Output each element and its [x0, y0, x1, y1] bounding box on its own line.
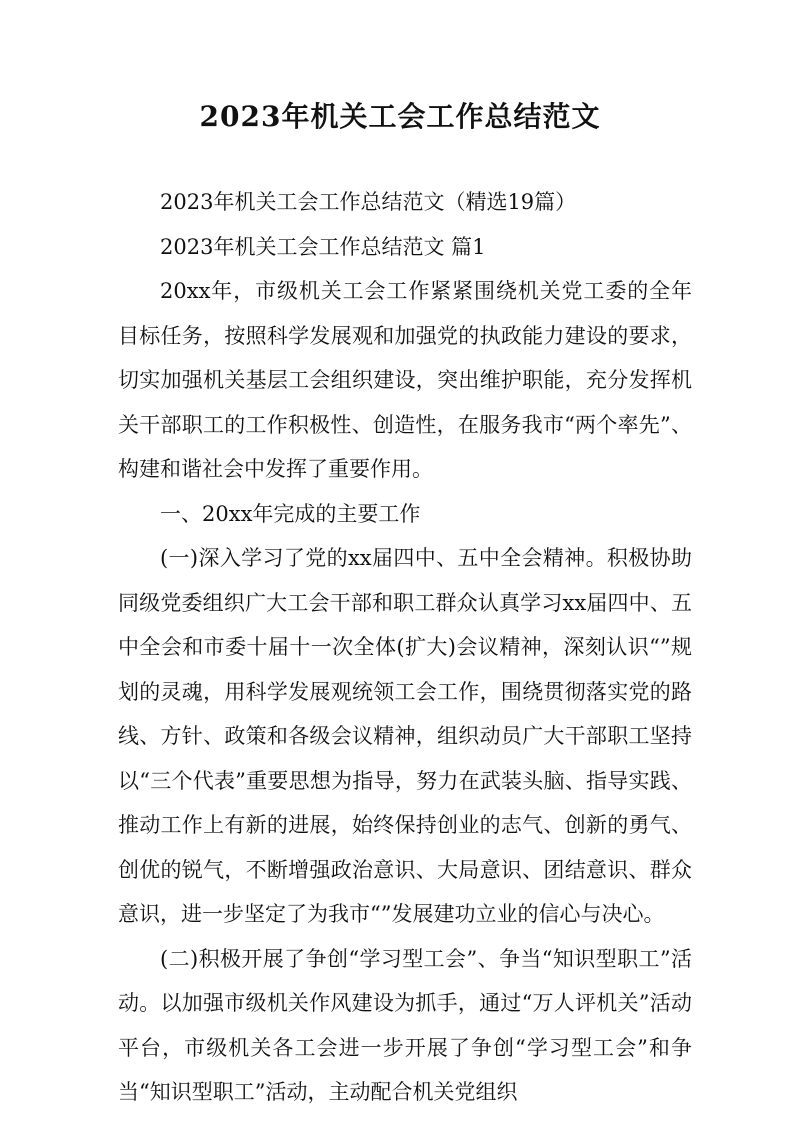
subtitle-paragraph: 2023年机关工会工作总结范文（精选19篇）	[160, 190, 577, 214]
section-heading: 一、20xx年完成的主要工作	[160, 501, 421, 526]
body-paragraph: (二)积极开展了争创“学习型工会”、争当“知识型职工”活动。以加强市级机关作风建设为抓手，通过“万人评机关”活动平台，市级机关各工会进一步开展了争创“学习型工会”和争当“知识型职工”活动，主动配合机关党组织	[118, 946, 692, 1104]
body-paragraph: (一)深入学习了党的xx届四中、五中全会精神。积极协助同级党委组织广大工会干部和职工群众认真学习xx届四中、五中全会和市委十届十一次全体(扩大)会议精神，深刻认识“”规划的灵魂，用科学发展观统领工会工作，围绕贯彻落实党的路线、方针、政策和各级会议精神，组织动员广大干部职工坚持以“三个代表”重要思想为指导，努力在武装头脑、指导实践、推动工作上有新的进展，始终保持创业的志气、创新的勇气、创优的锐气，不断增强政治意识、大局意识、团结意识、群众意识，进一步坚定了为我市“”发展建功立业的信心与决心。	[118, 546, 692, 926]
section-heading: 2023年机关工会工作总结范文 篇1	[160, 234, 486, 259]
document-title: 2023年机关工会工作总结范文	[199, 100, 601, 133]
body-paragraph: 20xx年，市级机关工会工作紧紧围绕机关党工委的全年目标任务，按照科学发展观和加强党的执政能力建设的要求，切实加强机关基层工会组织建设，突出维护职能，充分发挥机关干部职工的工作积极性、创造性，在服务我市“两个率先”、构建和谐社会中发挥了重要作用。	[118, 279, 692, 481]
document-body	[118, 180, 692, 1115]
